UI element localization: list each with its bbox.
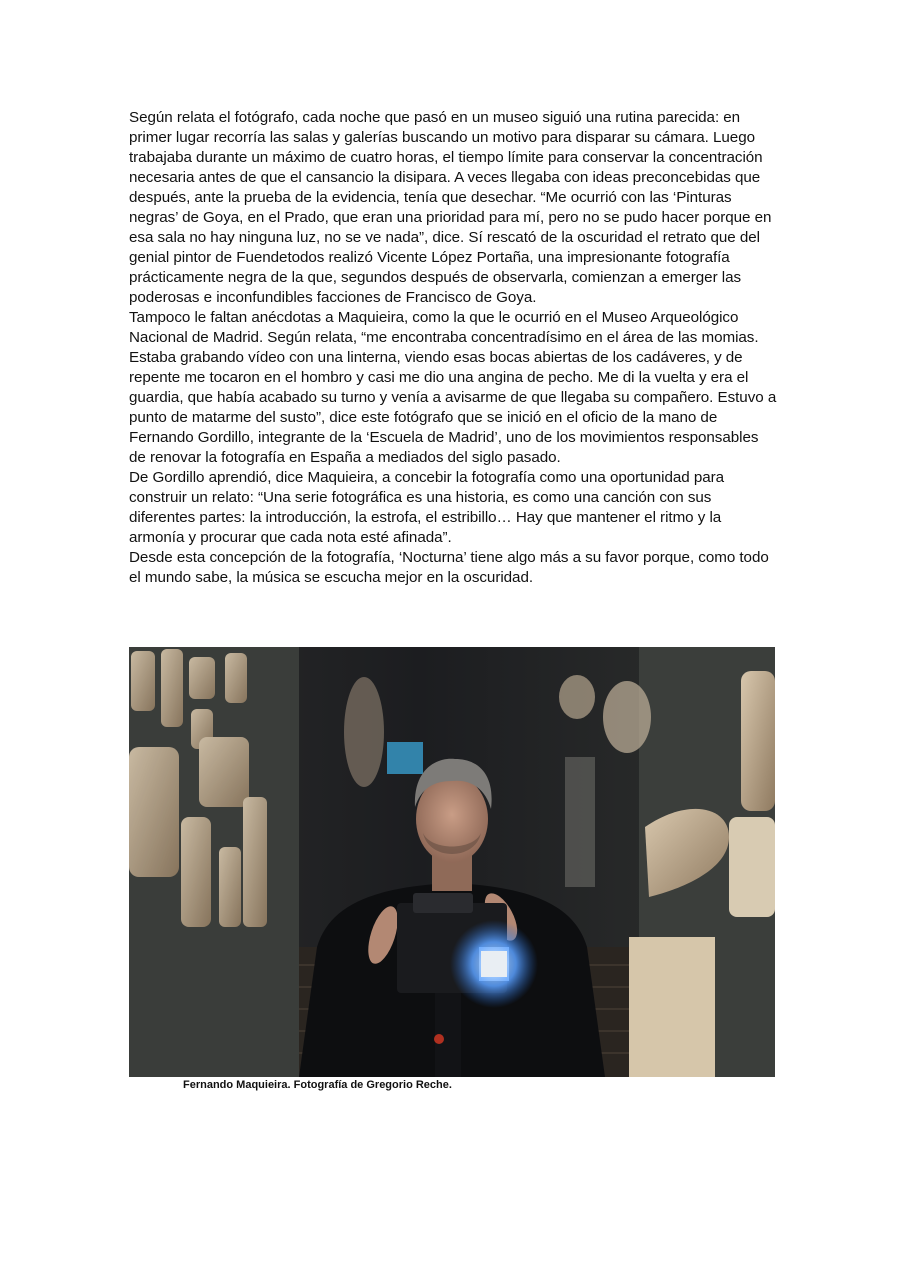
photo-caption: Fernando Maquieira. Fotografía de Gregorio Reche. — [183, 1079, 452, 1091]
article-paragraph-4: Desde esta concepción de la fotografía, ‘Nocturna’ tiene algo más a su favor porque, como todo el mundo sabe, la música se escucha mejor en la oscuridad. — [129, 549, 769, 586]
article-paragraph-3: De Gordillo aprendió, dice Maquieira, a concebir la fotografía como una oportunidad para construir un relato: “Una serie fotográfica es una historia, es como una canción con sus diferentes partes: la introducción, la estrofa, el estribillo… Hay que mantener el ritmo y la armonía y procurar que cada nota esté afinada”. — [129, 469, 725, 546]
article-paragraph-2: Tampoco le faltan anécdotas a Maquieira, como la que le ocurrió en el Museo Arqueológico Nacional de Madrid. Según relata, “me encontraba concentradísimo en el área de las momias. Estaba grabando vídeo con una linterna, viendo esas bocas abiertas de los cadáveres, y de repente me tocaron en el hombro y casi me dio una angina de pecho. Me di la vuelta y era el guardia, que había acabado su turno y venía a avisarme de que llegaba su compañero. Estuvo a punto de matarme del susto”, dice este fotógrafo que se inició en el oficio de la mano de Fernando Gordillo, integrante de la ‘Escuela de Madrid’, uno de los movimientos responsables de renovar la fotografía en España a mediados del siglo pasado. — [129, 309, 777, 466]
photo-figure — [129, 647, 775, 1077]
photo-illustration — [129, 647, 775, 1077]
article-paragraph-1: Según relata el fotógrafo, cada noche que pasó en un museo siguió una rutina parecida: en primer lugar recorría las salas y galerías buscando un motivo para disparar su cámara. Luego trabajaba durante un máximo de cuatro horas, el tiempo límite para conservar la concentración necesaria antes de que el cansancio la disipara. A veces llegaba con ideas preconcebidas que después, ante la prueba de la evidencia, tenía que desechar. “Me ocurrió con las ‘Pinturas negras’ de Goya, en el Prado, que eran una prioridad para mí, pero no se pudo hacer porque en esa sala no hay ninguna luz, no se ve nada”, dice. Sí rescató de la oscuridad el retrato que del genial pintor de Fuendetodos realizó Vicente López Portaña, una impresionante fotografía prácticamente negra de la que, segundos después de observarla, comienzan a emerger las poderosas e inconfundibles facciones de Francisco de Goya. — [129, 109, 772, 306]
article-body — [129, 108, 779, 588]
